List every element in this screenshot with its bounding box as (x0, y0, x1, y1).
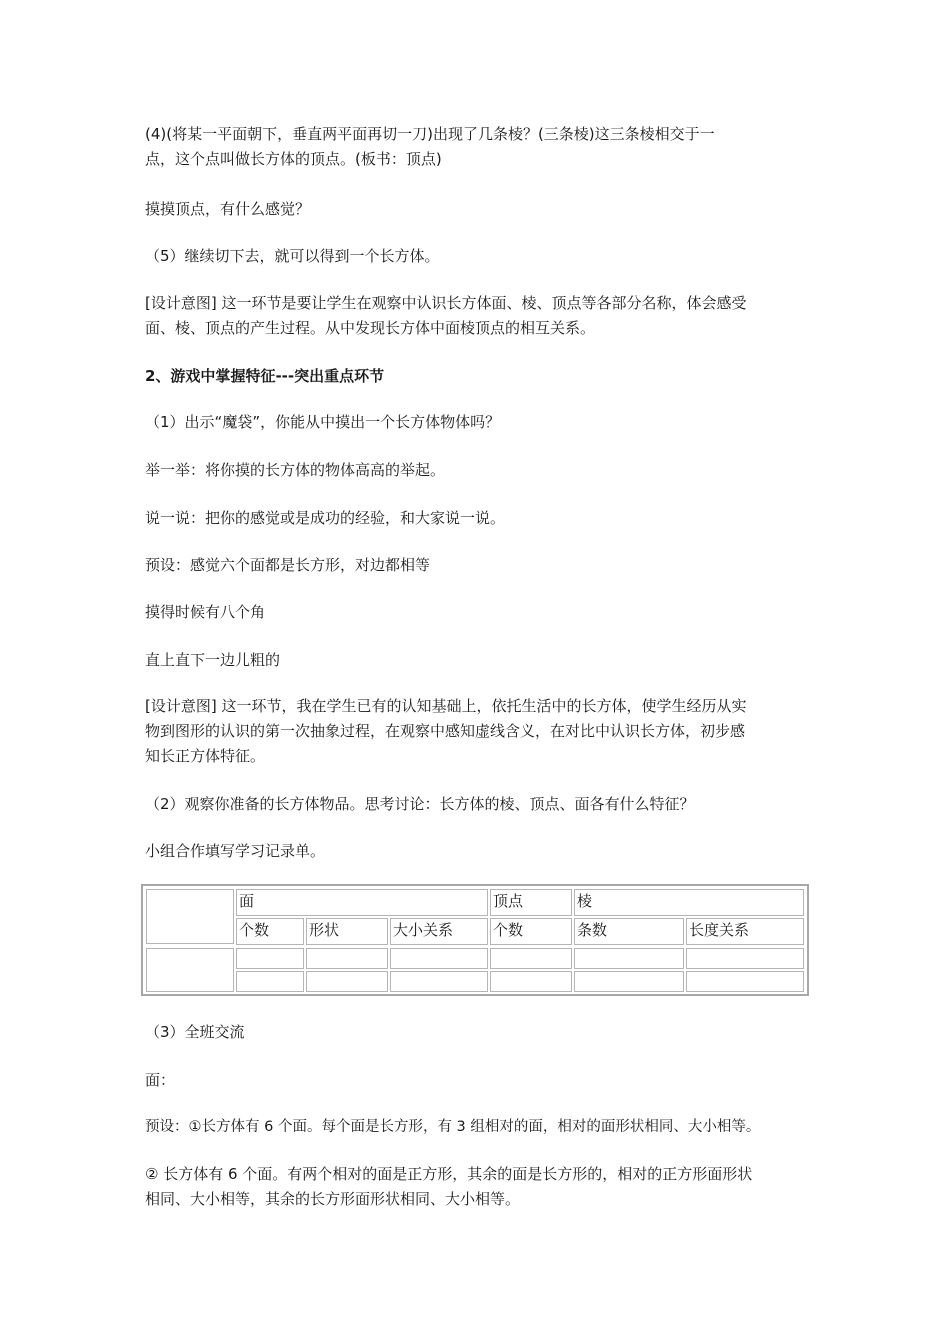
paragraph-step4-line2: 点，这个点叫做长方体的顶点。(板书：顶点) (145, 150, 442, 168)
header-vertex: 顶点 (490, 889, 572, 916)
paragraph-raise: 举一举：将你摸的长方体的物体高高的举起。 (145, 461, 446, 479)
paragraph-design-intent-2 (145, 694, 815, 769)
paragraph-preset-1: 预设：感觉六个面都是长方形，对边都相等 (145, 556, 431, 574)
header-face: 面 (236, 889, 488, 916)
preset-face-2-line2: 相同、大小相等，其余的长方形面形状相同、大小相等。 (145, 1190, 521, 1208)
paragraph-step5: （5）继续切下去，就可以得到一个长方体。 (145, 247, 440, 265)
subheader-face-count: 个数 (236, 918, 304, 945)
table-cell (574, 948, 684, 969)
subheader-edge-length: 长度关系 (686, 918, 804, 945)
table-cell (306, 971, 388, 992)
paragraph-step4-line1: (4)(将某一平面朝下，垂直两平面再切一刀)出现了几条棱？(三条棱)这三条棱相交于一 (145, 125, 715, 143)
header-edge: 棱 (574, 889, 804, 916)
paragraph-design-intent-1 (145, 291, 815, 341)
design-intent-1-line2: 面、棱、顶点的产生过程。从中发现长方体中面棱顶点的相互关系。 (145, 319, 596, 337)
paragraph-preset-face-1: 预设：①长方体有 6 个面。每个面是长方形，有 3 组相对的面，相对的面形状相同、大小相等。 (145, 1119, 761, 1135)
paragraph-preset-face-2 (145, 1162, 815, 1212)
table-cell (390, 971, 488, 992)
preset-face-2-line1: ② 长方体有 6 个面。有两个相对的面是正方形，其余的面是长方形的，相对的正方形面形状 (145, 1165, 753, 1183)
subheader-face-size: 大小关系 (390, 918, 488, 945)
paragraph-touch-vertex: 摸摸顶点，有什么感觉？ (145, 200, 311, 218)
table-cell (390, 948, 488, 969)
paragraph-step3: （3）全班交流 (145, 1023, 245, 1041)
design-intent-2-line3: 知长正方体特征。 (145, 747, 266, 765)
table-cell (306, 948, 388, 969)
design-intent-2-line1: [设计意图] 这一环节，我在学生已有的认知基础上，依托生活中的长方体，使学生经历从实 (145, 697, 747, 715)
design-intent-2-line2: 物到图形的认识的第一次抽象过程，在观察中感知虚线含义，在对比中认识长方体，初步感 (145, 722, 746, 740)
table-cell (686, 971, 804, 992)
paragraph-group-work: 小组合作填写学习记录单。 (145, 842, 326, 860)
paragraph-face-label: 面： (145, 1071, 176, 1089)
table-cell (236, 971, 304, 992)
paragraph-straight: 直上直下一边儿粗的 (145, 651, 281, 669)
table-cell (574, 971, 684, 992)
section-heading-2: 2、游戏中掌握特征---突出重点环节 (145, 367, 385, 385)
paragraph-magic-bag: （1）出示“魔袋”，你能从中摸出一个长方体物体吗？ (145, 413, 501, 431)
paragraph-eight-corners: 摸得时候有八个角 (145, 603, 266, 621)
subheader-edge-count: 条数 (574, 918, 684, 945)
table-cell (490, 971, 572, 992)
subheader-vertex-count: 个数 (490, 918, 572, 945)
table-cell (236, 948, 304, 969)
table-row-label-cell (146, 948, 234, 992)
subheader-face-shape: 形状 (306, 918, 388, 945)
table-cell (490, 948, 572, 969)
paragraph-step4 (145, 122, 815, 172)
paragraph-observe: （2）观察你准备的长方体物品。思考讨论：长方体的棱、顶点、面各有什么特征？ (145, 795, 695, 813)
design-intent-1-line1: [设计意图] 这一环节是要让学生在观察中认识长方体面、棱、顶点等各部分名称，体会感受 (145, 294, 747, 312)
table-cell (686, 948, 804, 969)
learning-record-table (141, 884, 809, 996)
paragraph-say: 说一说：把你的感觉或是成功的经验，和大家说一说。 (145, 509, 506, 527)
table-corner-cell (146, 889, 234, 944)
